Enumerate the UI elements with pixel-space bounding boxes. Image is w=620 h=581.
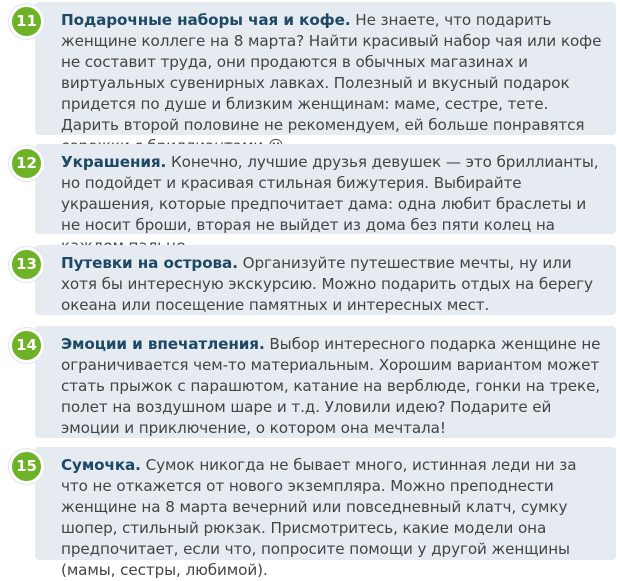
list-item (0, 2, 620, 135)
item-title: Подарочные наборы чая и кофе. (61, 11, 351, 29)
item-body: Не знаете, что подарить женщине коллеге на 8 марта? Найти красивый набор чая или кофе не составит труда, они продаются в обычных магазинах и виртуальных сувенирных лавках. Полезный и вкусный подарок придется по душе и близким женщинам: маме, сестре, тете. Дарить второй половине не рекомендуем, ей больше понравятся (61, 11, 602, 134)
list-item (0, 144, 620, 234)
item-title: Путевки на острова. (61, 254, 238, 272)
list-item (0, 326, 620, 438)
item-number-badge: 13 (9, 247, 44, 282)
item-body: Организуйте путешествие мечты, ну или хотя бы интересную экскурсию. Можно подарить отдых на берегу океана или посещение памятных и интересных мест. (61, 254, 593, 314)
item-text (61, 334, 608, 439)
list-item (0, 245, 620, 315)
item-text (61, 10, 608, 157)
item-body: Сумок никогда не бывает много, истинная леди ни за что не откажется от нового экземпляра. Можно преподнести женщине на 8 марта вечерний или повседневный клатч, сумку шопер, стильный рюкзак. Присмотритесь, какие модели она предпочитает, если что, попросите помощи у другой женщины (мамы, сестры, любимой). (61, 456, 577, 579)
item-number-badge: 12 (9, 146, 44, 181)
item-title: Украшения. (61, 153, 167, 171)
item-title: Эмоции и впечатления. (61, 335, 265, 353)
item-title: Сумочка. (61, 456, 141, 474)
item-body: Выбор интересного подарка женщине не ограничивается чем-то материальным. Хорошим вариантом может стать прыжок с парашютом, катание на верблюде, гонки на треке, полет на воздушном шаре и т.д. Уловили идею? Подарите ей эмоции и приключение, о котором она мечтала! (61, 335, 601, 437)
item-body: Конечно, лучшие друзья девушек — это бриллианты, но подойдет и красивая стильная бижутерия. Выбирайте украшения, которые предпочитает дама: одна любит браслеты и не носит броши, вторая не выйдет из дома без пяти колец на (61, 153, 599, 234)
item-text (61, 253, 608, 316)
item-number-badge: 11 (9, 4, 44, 39)
item-number-badge: 14 (9, 328, 44, 363)
list-item (0, 447, 620, 579)
item-text (61, 152, 608, 257)
item-number-badge: 15 (9, 449, 44, 484)
item-text (61, 455, 608, 581)
